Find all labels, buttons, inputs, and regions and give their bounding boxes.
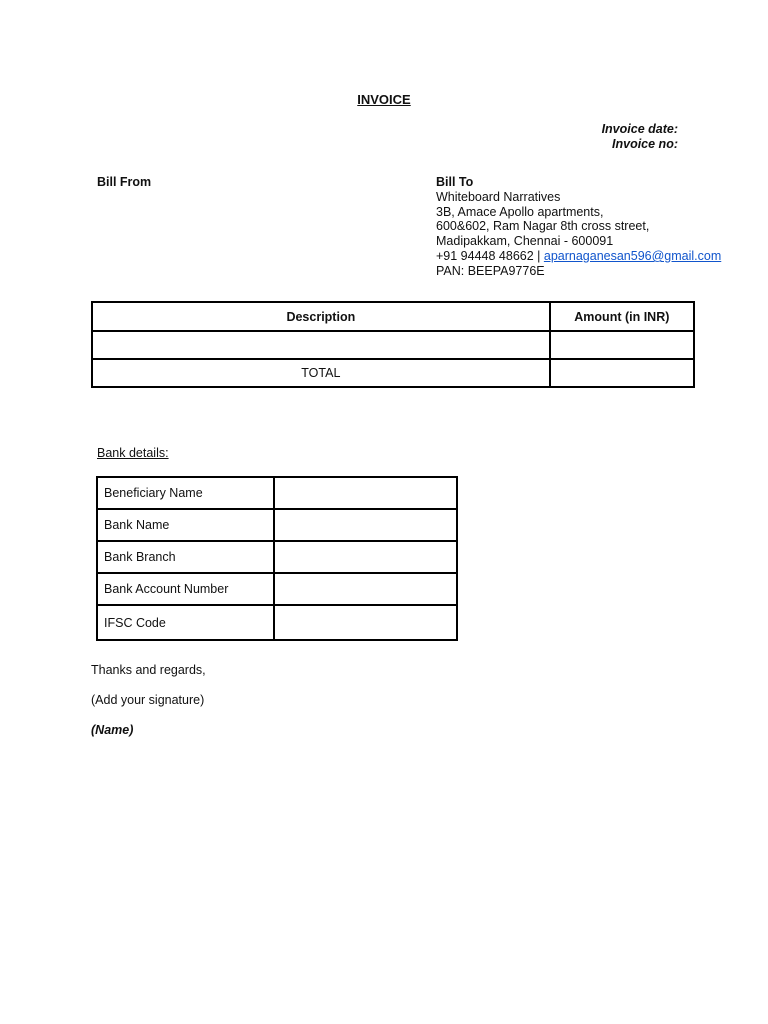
invoice-number-label: Invoice no: — [612, 137, 678, 151]
table-row — [97, 509, 457, 541]
total-amount-cell[interactable] — [550, 359, 694, 387]
bill-to-address-line3: Madipakkam, Chennai - 600091 — [436, 234, 614, 249]
invoice-meta — [602, 122, 678, 152]
bank-details-heading: Bank details: — [97, 446, 169, 460]
total-row — [92, 359, 694, 387]
items-table — [91, 301, 695, 388]
items-table-header-row — [92, 302, 694, 331]
ifsc-code-value[interactable] — [274, 605, 458, 640]
bill-to-heading: Bill To — [436, 175, 474, 189]
invoice-title: INVOICE — [357, 92, 411, 107]
bill-to-contact — [436, 249, 721, 264]
table-row — [97, 573, 457, 605]
bank-account-number-label: Bank Account Number — [97, 573, 274, 605]
ifsc-code-label: IFSC Code — [97, 605, 274, 640]
invoice-date-label: Invoice date: — [601, 122, 678, 136]
amount-header: Amount (in INR) — [550, 302, 694, 331]
bill-to-address-line2: 600&602, Ram Nagar 8th cross street, — [436, 219, 650, 234]
bill-to-pan: PAN: BEEPA9776E — [436, 263, 545, 278]
table-row — [97, 541, 457, 573]
item-amount-cell[interactable] — [550, 331, 694, 359]
bill-to-address-line1: 3B, Amace Apollo apartments, — [436, 204, 604, 219]
bank-branch-value[interactable] — [274, 541, 458, 573]
beneficiary-name-label: Beneficiary Name — [97, 477, 274, 509]
description-header: Description — [92, 302, 550, 331]
bank-branch-label: Bank Branch — [97, 541, 274, 573]
bill-to-email-link[interactable]: aparnaganesan596@gmail.com — [543, 248, 722, 263]
beneficiary-name-value[interactable] — [274, 477, 458, 509]
item-description-cell[interactable] — [92, 331, 550, 359]
name-placeholder: (Name) — [91, 723, 134, 737]
bill-to-phone: +91 94448 48662 | — [436, 248, 541, 263]
bill-to-block — [436, 175, 721, 279]
table-row — [97, 477, 457, 509]
table-row — [92, 331, 694, 359]
bill-to-company: Whiteboard Narratives — [436, 189, 561, 204]
bank-name-value[interactable] — [274, 509, 458, 541]
bank-name-label: Bank Name — [97, 509, 274, 541]
closing-thanks: Thanks and regards, — [91, 663, 206, 677]
table-row — [97, 605, 457, 640]
bill-from-heading: Bill From — [97, 175, 152, 189]
signature-placeholder: (Add your signature) — [91, 693, 205, 707]
bank-account-number-value[interactable] — [274, 573, 458, 605]
total-label: TOTAL — [92, 359, 550, 387]
bank-details-table — [96, 476, 458, 641]
